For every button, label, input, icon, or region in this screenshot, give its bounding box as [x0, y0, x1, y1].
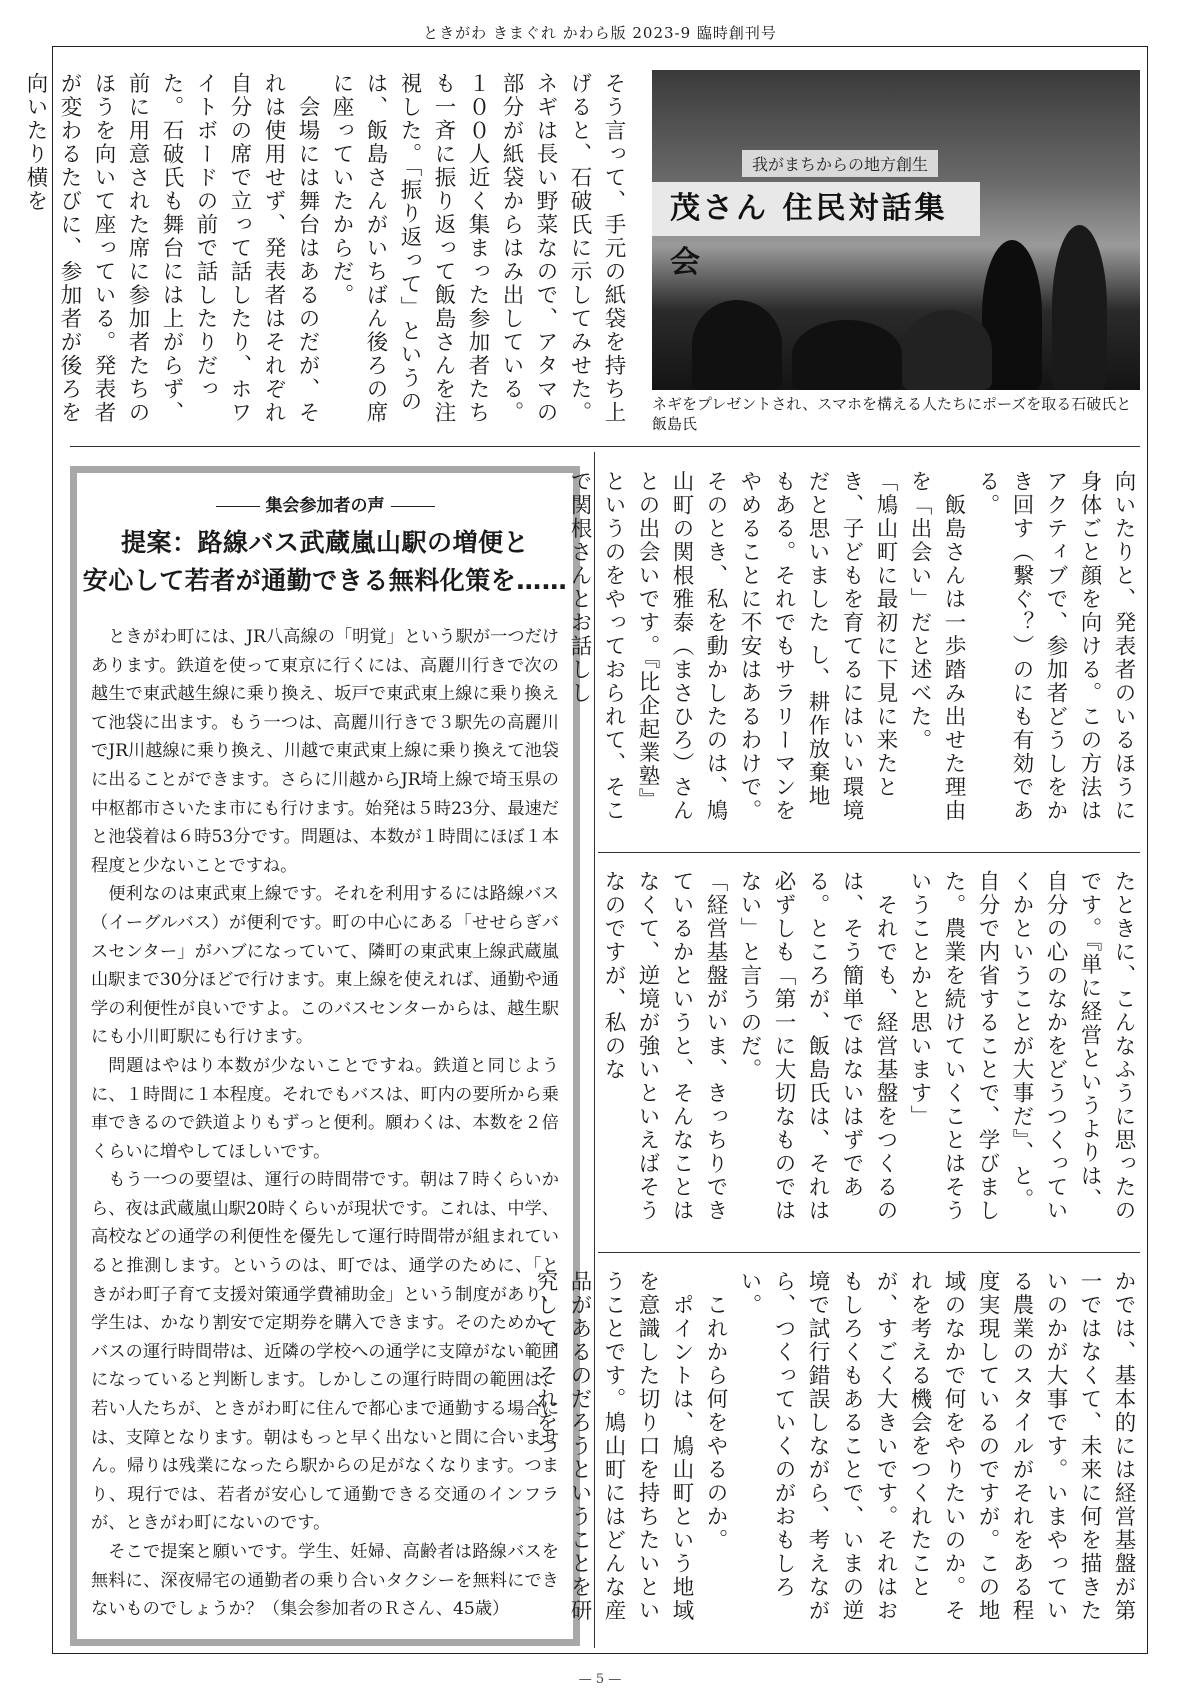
photo-figure	[1052, 225, 1107, 390]
voice-paragraph: そこで提案と願いです。学生、妊婦、高齢者は路線バスを無料に、深夜帰宅の通勤者の乗り合いタクシーを無料にできないものでしょうか？（集会参加者のＲさん、45歳）	[91, 1542, 559, 1620]
right-block-1	[567, 470, 1140, 830]
right-block-3	[533, 1270, 1140, 1640]
photo-figure	[792, 320, 902, 390]
top-column-paragraph: そう言って、手元の紙袋を持ち上げると、石破氏に示してみせた。ネギは長い野菜なので、アタマの部分が紙袋からはみ出している。１００人近く集まった参加者たちも一斉に振り返って飯島さんを注視した。「振り返って」というのは、飯島さんがいちばん後ろの席に座っていたからだ。 会場には舞台はあるのだが、それは使用せず、発表者はそれぞれ自分の席で立って話したり、ホワイトボードの前で話したりだった。石破氏も舞台には上がらず、前に用意された席に参加者たちのほうを向いて座っている。発表者が変わるたびに、参加者が後ろを向いたり横を	[23, 72, 626, 425]
photo-figure	[692, 300, 782, 390]
voice-paragraph: 問題はやはり本数が少ないことですね。鉄道と同じように、１時間に１本程度。それでもバスは、町内の要所から乗車できるので鉄道よりもずっと便利。願わくは、本数を２倍くらいに増やしてほしいです。	[91, 1055, 559, 1162]
page-number: — 5 —	[578, 1672, 622, 1687]
right-block-divider	[598, 852, 1140, 853]
voice-paragraph: ときがわ町には、JR八高線の「明覚」という駅が一つだけあります。鉄道を使って東京に行くには、高麗川行きで次の越生で東武越生線に乗り換え、坂戸で東武東上線に乗り換えて池袋に出ます。もう一つは、高麗川行きで３駅先の高麗川でJR川越線に乗り換え、川越で東武東上線に乗り換えて池袋に出ることができます。さらに川越からJR埼上線で埼玉県の中枢都市さいたま市にも行けます。始発は５時23分、最速だと池袋着は６時53分です。問題は、本数が１時間にほぼ１本程度と少ないことですね。	[91, 627, 559, 876]
right-block-divider	[598, 1252, 1140, 1253]
voice-paragraph: もう一つの要望は、運行の時間帯です。朝は７時くらいから、夜は武蔵嵐山駅20時くらいが現状です。これは、中学、高校などの通学の利便性を優先して運行時間帯が組まれていると推測します。というのは、町では、通学のために、「ときがわ町子育て支援対策通学費補助金」という制度があり、学生は、かなり割安で定期券を購入できます。そのためか、バスの運行時間帯は、近隣の学校への通学に支障がない範囲になっていると判断します。しかしこの運行時間の範囲は、若い人たちが、ときがわ町に住んで都心まで通勤する場合には、支障となります。朝はもっと早く出ないと間に合いません。帰りは残業になったら駅からの足がなくなります。つまり、現行では、若者が安心して通勤できる交通のインフラが、ときがわ町にないのです。	[91, 1170, 559, 1534]
photo-banner-title: 茂さん 住民対話集会	[652, 182, 980, 236]
right-block-2-text: たときに、こんなふうに思ったのです。『単に経営というよりは、自分の心のなかをどうつくっていくかということが大事だ』、と。自分で内省することで、学びました。農業を続けていくことはそういうことかと思います」 それでも、経営基盤をつくるのは、そう簡単ではないはずである。ところが、飯島氏は、それは必ずしも「第一に大切なものではない」と言うのだ。 「経営基盤がいま、きっちりできているかというと、そんなことはなくて、逆境が強いといえばそうなのですが、私のな	[601, 870, 1136, 1223]
participant-voice-box	[70, 466, 580, 1646]
right-block-2	[601, 870, 1140, 1230]
right-block-1-text: 向いたりと、発表者のいるほうに身体ごと顔を向ける。この方法はアクティブで、参加者どうしをかき回す（繋ぐ？）のにも有効である。 飯島さんは一歩踏み出せた理由を「出会い」だと述べた。 「鳩山町に最初に下見に来たとき、子どもを育てるにはいい環境だと思いました し、耕作放棄地もある。それでもサラリーマンをやめることに不安はあるわけで。そのとき、私を動かしたのは、鳩山町の関根雅泰（まさひろ）さんとの出会いです。『比企起業塾』というのをやっておられて、そこで関根さんとお話しし	[567, 470, 1136, 823]
voice-paragraph: 便利なのは東武東上線です。それを利用するには路線バス（イーグルバス）が便利です。町の中心にある「せせらぎバスセンター」がハブになっていて、隣町の東武東上線武蔵嵐山駅まで30分ほどで行けます。東上線を使えれば、通勤や通学の利便性が良いですよ。このバスセンターからは、越生駅にも小川町駅にも行けます。	[91, 884, 559, 1048]
top-column-text	[23, 72, 630, 432]
photo-caption: ネギをプレゼントされ、スマホを構える人たちにポーズを取る石破氏と飯島氏	[652, 395, 1132, 433]
page-header: ときがわ きまぐれ かわら版 2023-9 臨時創刊号	[423, 24, 777, 42]
section-divider	[70, 446, 1140, 447]
voice-title-line2: 安心して若者が通勤できる無料化策を……	[82, 566, 568, 595]
voice-title	[77, 524, 573, 600]
event-photo	[652, 70, 1140, 390]
voice-body	[91, 623, 559, 1624]
voice-title-line1: 提案：路線バス武蔵嵐山駅の増便と	[120, 528, 529, 557]
photo-banner-subtitle: 我がまちからの地方創生	[742, 150, 938, 177]
voice-kicker: 集会参加者の声	[77, 491, 573, 516]
photo-figure	[902, 310, 992, 390]
right-block-3-text: かでは、基本的には経営基盤が第一ではなくて、未来に何を描きたいのかが大事です。いまやっている農業のスタイルがそれをある程度実現しているのですが。この地域のなかで何をやりたいのか。それを考える機会をつくれたことが、すごく大きいです。それはおもしろくもあることで、いまの逆境で試行錯誤しながら、考えながら、つくっていくのがおもしろい。 これから何をやるのか。 ポイントは、鳩山町という地域を意識した切り口を持ちたいということです。鳩山町にはどんな産品があるのだろうということを研究して、それをつ	[533, 1270, 1136, 1623]
